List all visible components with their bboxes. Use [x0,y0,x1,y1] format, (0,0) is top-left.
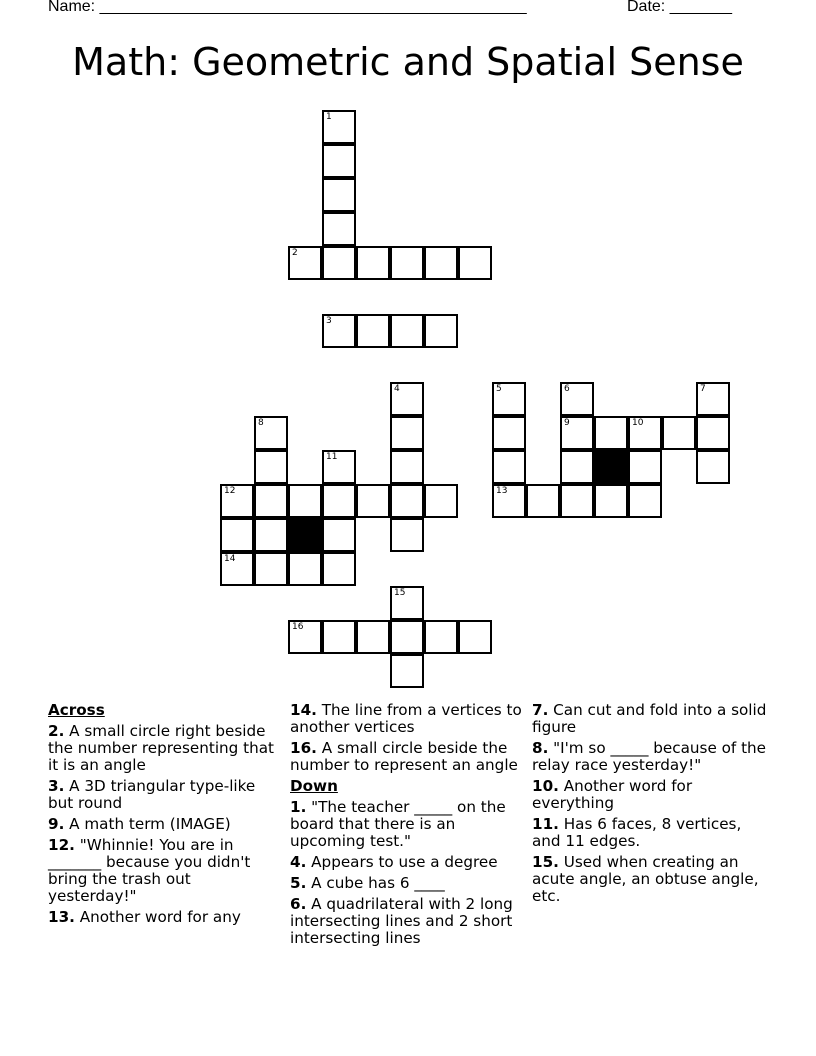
clue-number: 15. [532,853,559,871]
blocked-cell [594,450,628,484]
grid-cell[interactable] [492,382,526,416]
across-clue-list-continued [290,702,526,774]
grid-cell[interactable] [424,314,458,348]
clue-number: 7. [532,701,549,719]
grid-cell[interactable] [254,450,288,484]
grid-cell[interactable] [594,416,628,450]
grid-cell[interactable] [492,484,526,518]
clue-text: A small circle beside the number to represent an angle [290,739,518,774]
clue-number: 10 [632,418,644,428]
grid-cell[interactable] [492,416,526,450]
clue [290,702,526,736]
grid-cell[interactable] [356,620,390,654]
clue-text: The line from a vertices to another vertices [290,701,522,736]
grid-cell[interactable] [424,246,458,280]
clue-column-3 [532,702,768,909]
grid-cell[interactable] [526,484,560,518]
grid-cell[interactable] [220,484,254,518]
clue [48,837,284,905]
clue-number: 3. [48,777,65,795]
page-title: Math: Geometric and Spatial Sense [72,40,744,84]
grid-cell[interactable] [356,314,390,348]
clue [290,854,526,871]
grid-cell[interactable] [560,484,594,518]
down-clue-list [290,799,526,947]
grid-cell[interactable] [458,620,492,654]
clue [48,909,284,926]
clue-number: 8 [258,418,264,428]
clue [532,740,768,774]
grid-cell[interactable] [288,246,322,280]
clue-number: 5 [496,384,502,394]
clue [290,799,526,850]
grid-cell[interactable] [390,314,424,348]
grid-cell[interactable] [424,620,458,654]
grid-cell[interactable] [594,484,628,518]
grid-cell[interactable] [288,484,322,518]
down-clue-list-continued [532,702,768,905]
clue-number: 9. [48,815,65,833]
grid-cell[interactable] [322,484,356,518]
grid-cell[interactable] [254,518,288,552]
clue-number: 5. [290,874,307,892]
clue-text: "I'm so _____ because of the relay race yesterday!" [532,739,767,774]
clue-number: 9 [564,418,570,428]
clue-number: 4. [290,853,307,871]
grid-cell[interactable] [492,450,526,484]
grid-cell[interactable] [628,450,662,484]
grid-cell[interactable] [390,620,424,654]
grid-cell[interactable] [390,484,424,518]
clue [290,875,526,892]
clue-number: 16 [292,622,304,632]
grid-cell[interactable] [424,484,458,518]
clue-number: 12. [48,836,75,854]
clue-text: "The teacher _____ on the board that there is an upcoming test." [290,798,506,850]
grid-cell[interactable] [560,416,594,450]
grid-cell[interactable] [696,416,730,450]
grid-cell[interactable] [322,246,356,280]
grid-cell[interactable] [356,484,390,518]
grid-cell[interactable] [322,552,356,586]
clue-number: 10. [532,777,559,795]
clue [48,778,284,812]
grid-cell[interactable] [288,620,322,654]
grid-cell[interactable] [390,450,424,484]
clue [290,896,526,947]
clue [48,816,284,833]
grid-cell[interactable] [322,314,356,348]
grid-cell[interactable] [390,654,424,688]
clue [48,723,284,774]
grid-cell[interactable] [322,518,356,552]
clue [290,740,526,774]
grid-cell[interactable] [696,450,730,484]
clue-number: 11 [326,452,338,462]
clue-number: 2 [292,248,298,258]
clue-number: 6 [564,384,570,394]
clue-number: 12 [224,486,236,496]
clue-number: 3 [326,316,332,326]
across-clue-list [48,723,284,926]
clue-text: Appears to use a degree [311,853,498,871]
clue-number: 14 [224,554,236,564]
clue-text: A small circle right beside the number representing that it is an angle [48,722,274,774]
grid-cell[interactable] [390,382,424,416]
clue-text: A 3D triangular type-like but round [48,777,256,812]
clue-number: 1 [326,112,332,122]
name-field-label: Name: ________________________________________________ [48,0,527,15]
clue [532,702,768,736]
clue-text: Used when creating an acute angle, an obtuse angle, etc. [532,853,759,905]
clue-text: "Whinnie! You are in _______ because you didn't bring the trash out yesterday!" [48,836,251,905]
clue-text: A cube has 6 ____ [311,874,445,892]
grid-cell[interactable] [390,518,424,552]
clue-text: A math term (IMAGE) [69,815,231,833]
grid-cell[interactable] [254,416,288,450]
clue-number: 14. [290,701,317,719]
blocked-cell [288,518,322,552]
clue-number: 16. [290,739,317,757]
clue-number: 2. [48,722,65,740]
grid-cell[interactable] [560,450,594,484]
clue-text: Can cut and fold into a solid figure [532,701,767,736]
clue-text: Another word for any [79,908,241,926]
grid-cell[interactable] [628,484,662,518]
grid-cell[interactable] [254,552,288,586]
clue-column-2 [290,702,526,951]
clue-number: 8. [532,739,549,757]
grid-cell[interactable] [322,144,356,178]
grid-cell[interactable] [696,382,730,416]
grid-cell[interactable] [662,416,696,450]
clue-text: Another word for everything [532,777,693,812]
clue-number: 1. [290,798,307,816]
clue [532,854,768,905]
clue-text: A quadrilateral with 2 long intersecting lines and 2 short intersecting lines [290,895,513,947]
clue [532,778,768,812]
grid-cell[interactable] [458,246,492,280]
grid-cell[interactable] [322,450,356,484]
across-heading: Across [48,701,105,719]
clue-number: 13 [496,486,508,496]
grid-cell[interactable] [390,416,424,450]
clue-number: 7 [700,384,706,394]
clue-text: Has 6 faces, 8 vertices, and 11 edges. [532,815,742,850]
grid-cell[interactable] [220,518,254,552]
date-field-label: Date: _______ [627,0,732,15]
clue-number: 6. [290,895,307,913]
clue-number: 15 [394,588,406,598]
grid-cell[interactable] [322,620,356,654]
clue-number: 13. [48,908,75,926]
grid-cell[interactable] [254,484,288,518]
grid-cell[interactable] [322,178,356,212]
clue-number: 11. [532,815,559,833]
grid-cell[interactable] [220,552,254,586]
grid-cell[interactable] [322,212,356,246]
grid-cell[interactable] [288,552,322,586]
grid-cell[interactable] [390,586,424,620]
grid-cell[interactable] [322,110,356,144]
grid-cell[interactable] [356,246,390,280]
down-heading: Down [290,777,338,795]
grid-cell[interactable] [560,382,594,416]
grid-cell[interactable] [390,246,424,280]
grid-cell[interactable] [628,416,662,450]
clue-number: 4 [394,384,400,394]
clue [532,816,768,850]
clue-column-1 [48,702,284,930]
